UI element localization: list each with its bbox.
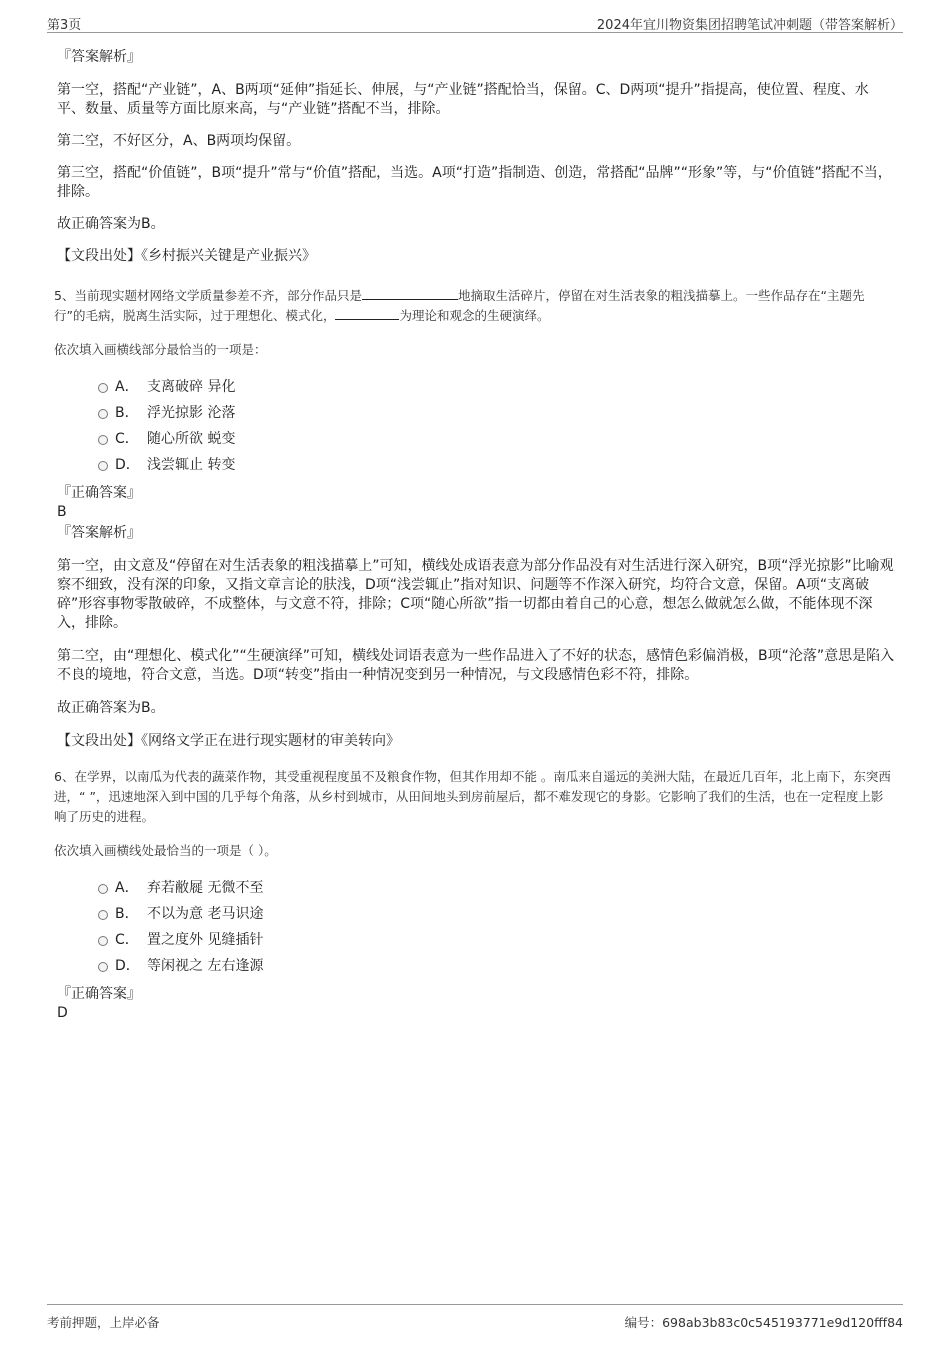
q4-source: 【文段出处】《乡村振兴关键是产业振兴》	[57, 248, 316, 264]
q5-options	[57, 374, 895, 478]
q6-option-b[interactable]: B． 不以为意 老马识途	[57, 901, 895, 927]
q5-option-b[interactable]: B． 浮光掠影 沦落	[57, 400, 895, 426]
q5-analysis-paragraph-2: 第二空，由“理想化、模式化”“生硬演绎”可知，横线处词语表意为一些作品进入了不好的状态，感情色彩偏消极，B项“沦落”意思是陷入不良的境地，符合文意，当选。D项“转变”指由一种情况变到另一种情况，与文段感情色彩不符，排除。	[57, 648, 895, 683]
q6-option-c[interactable]: C． 置之度外 见缝插针	[57, 927, 895, 953]
q5-stem	[54, 286, 895, 326]
q5-analysis-label: 『答案解析』	[57, 525, 141, 541]
q5-prompt: 依次填入画横线部分最恰当的一项是：	[54, 342, 267, 357]
q5-stem-part-3: 为理论和观念的生硬演绎。	[399, 308, 550, 323]
radio-icon[interactable]	[98, 936, 108, 946]
q6-answer: D	[57, 1005, 68, 1021]
q5-blank-2	[335, 307, 399, 320]
q6-options	[57, 875, 895, 979]
q6-option-a[interactable]: A． 弃若敝屣 无微不至	[57, 875, 895, 901]
q6-option-d[interactable]: D． 等闲视之 左右逢源	[57, 953, 895, 979]
q5-answer-label: 『正确答案』	[57, 485, 141, 501]
q4-analysis-paragraph-1: 第一空，搭配“产业链”，A、B两项“延伸”指延长、伸展，与“产业链”搭配恰当，保留。C、D两项“提升”指提高，使位置、程度、水平、数量、质量等方面比原来高，与“产业链”搭配不当，排除。	[57, 82, 869, 117]
q5-analysis-paragraph-1: 第一空，由文意及“停留在对生活表象的粗浅描摹上”可知，横线处成语表意为部分作品没有对生活进行深入研究，B项“浮光掠影”比喻观察不细致，没有深的印象，又指文章言论的肤浅，D项“浅尝辄止”指对知识、问题等不作深入研究，均符合文意，保留。A项“支离破碎”形容事物零散破碎，不成整体，与文意不符，排除；C项“随心所欲”指一切都由着自己的心意，想怎么做就怎么做，不能体现不深入，排除。	[57, 558, 894, 631]
radio-icon[interactable]	[98, 884, 108, 894]
q4-analysis-label: 『答案解析』	[57, 49, 141, 65]
page-footer	[47, 1304, 903, 1329]
page-number: 第3页	[47, 18, 82, 33]
radio-icon[interactable]	[98, 461, 108, 471]
q6-prompt: 依次填入画横线处最恰当的一项是（ ）。	[54, 843, 277, 858]
radio-icon[interactable]	[98, 435, 108, 445]
q5-option-c[interactable]: C． 随心所欲 蜕变	[57, 426, 895, 452]
radio-icon[interactable]	[98, 962, 108, 972]
q4-analysis-paragraph-2: 第二空，不好区分，A、B两项均保留。	[57, 133, 301, 149]
page-header	[47, 14, 903, 33]
radio-icon[interactable]	[98, 910, 108, 920]
q6-stem: 6、在学界，以南瓜为代表的蔬菜作物，其受重视程度虽不及粮食作物，但其作用却不能 。南瓜来自遥远的美洲大陆，在最近几百年，北上南下，东突西进，“ ”，迅速地深入到中国的几乎每个角落，从乡村到城市，从田间地头到房前屋后，都不难发现它的身影。它影响了我们的生活，也在一定程度上影响了历史的进程。	[54, 769, 891, 824]
q4-analysis-paragraph-3: 第三空，搭配“价值链”，B项“提升”常与“价值”搭配，当选。A项“打造”指制造、创造，常搭配“品牌”“形象”等，与“价值链”搭配不当，排除。	[57, 165, 892, 200]
q5-answer: B	[57, 504, 67, 520]
q6-answer-label: 『正确答案』	[57, 986, 141, 1002]
radio-icon[interactable]	[98, 409, 108, 419]
q5-blank-1	[362, 287, 458, 300]
q5-stem-part-1: 5、当前现实题材网络文学质量参差不齐，部分作品只是	[54, 288, 362, 303]
q5-option-d[interactable]: D． 浅尝辄止 转变	[57, 452, 895, 478]
footer-slogan: 考前押题，上岸必备	[47, 1315, 160, 1330]
q5-answer-conclusion: 故正确答案为B。	[57, 700, 165, 716]
document-id: 编号：698ab3b83c0c545193771e9d120fff84	[624, 1315, 903, 1330]
q4-answer-conclusion: 故正确答案为B。	[57, 216, 165, 232]
q5-option-a[interactable]: A． 支离破碎 异化	[57, 374, 895, 400]
q5-stem-part-2: 地摘取生活碎片，停留在对生活表象的粗浅描摹上。一些作品存在“主题先行”的毛病，脱离生活实际，过于理想化、模式化，	[54, 288, 865, 323]
radio-icon[interactable]	[98, 383, 108, 393]
q5-source: 【文段出处】《网络文学正在进行现实题材的审美转向》	[57, 733, 400, 749]
page-content	[54, 46, 895, 1023]
document-title: 2024年宜川物资集团招聘笔试冲刺题（带答案解析）	[596, 18, 903, 33]
